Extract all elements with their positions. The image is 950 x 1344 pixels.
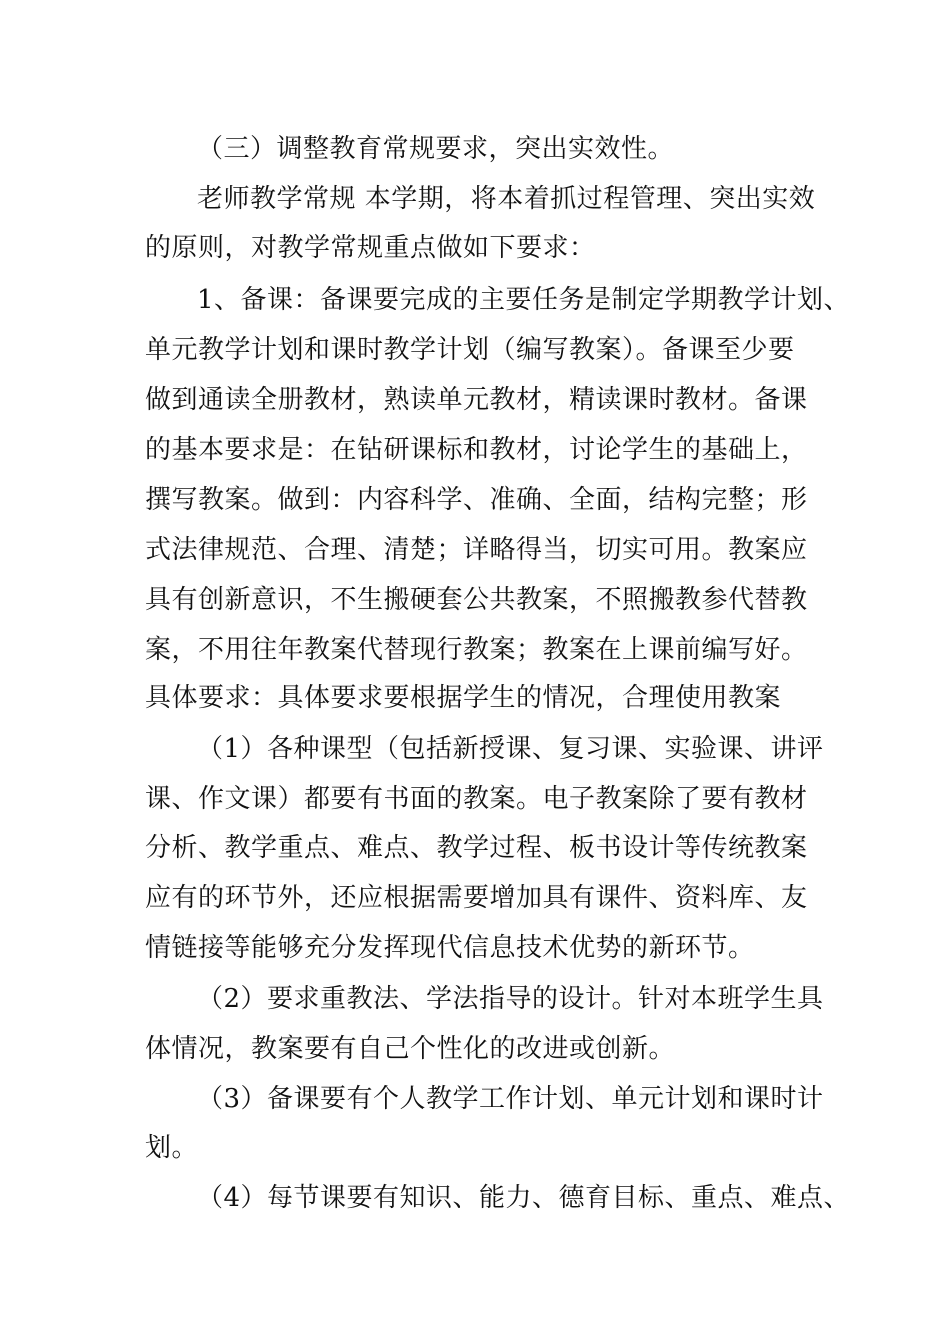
paragraph-line: 1、备课：备课要完成的主要任务是制定学期教学计划、 (197, 285, 851, 315)
paragraph-line: 具体要求：具体要求要根据学生的情况，合理使用教案 (145, 683, 782, 713)
paragraph-line: 的基本要求是：在钻研课标和教材，讨论学生的基础上， (145, 435, 808, 465)
paragraph-line: （1）各种课型（包括新授课、复习课、实验课、讲评 (197, 734, 824, 764)
paragraph-line: （3）备课要有个人教学工作计划、单元计划和课时计 (197, 1084, 824, 1114)
paragraph-line: 划。 (145, 1133, 199, 1163)
paragraph-line: 体情况，教案要有自己个性化的改进或创新。 (145, 1034, 676, 1064)
paragraph-line: 应有的环节外，还应根据需要增加具有课件、资料库、友 (145, 883, 808, 913)
paragraph-line: 式法律规范、合理、清楚；详略得当，切实可用。教案应 (145, 535, 808, 565)
section-heading: （三）调整教育常规要求，突出实效性。 (197, 134, 675, 164)
paragraph-line: 案，不用往年教案代替现行教案；教案在上课前编写好。 (145, 635, 808, 665)
paragraph-line: 情链接等能够充分发挥现代信息技术优势的新环节。 (145, 933, 755, 963)
paragraph-line: 单元教学计划和课时教学计划（编写教案）。备课至少要 (145, 335, 795, 365)
paragraph-line: 的原则，对教学常规重点做如下要求： (145, 233, 596, 263)
paragraph-line: 课、作文课）都要有书面的教案。电子教案除了要有教材 (145, 784, 808, 814)
paragraph-line: 具有创新意识，不生搬硬套公共教案，不照搬教参代替教 (145, 585, 808, 615)
paragraph-line: 老师教学常规 本学期，将本着抓过程管理、突出实效 (197, 184, 816, 214)
paragraph-line: （4）每节课要有知识、能力、德育目标、重点、难点、 (197, 1183, 851, 1213)
paragraph-line: 撰写教案。做到：内容科学、准确、全面，结构完整；形 (145, 485, 808, 515)
paragraph-line: 分析、教学重点、难点、教学过程、板书设计等传统教案 (145, 833, 808, 863)
paragraph-line: 做到通读全册教材，熟读单元教材，精读课时教材。备课 (145, 385, 808, 415)
paragraph-line: （2）要求重教法、学法指导的设计。针对本班学生具 (197, 984, 824, 1014)
